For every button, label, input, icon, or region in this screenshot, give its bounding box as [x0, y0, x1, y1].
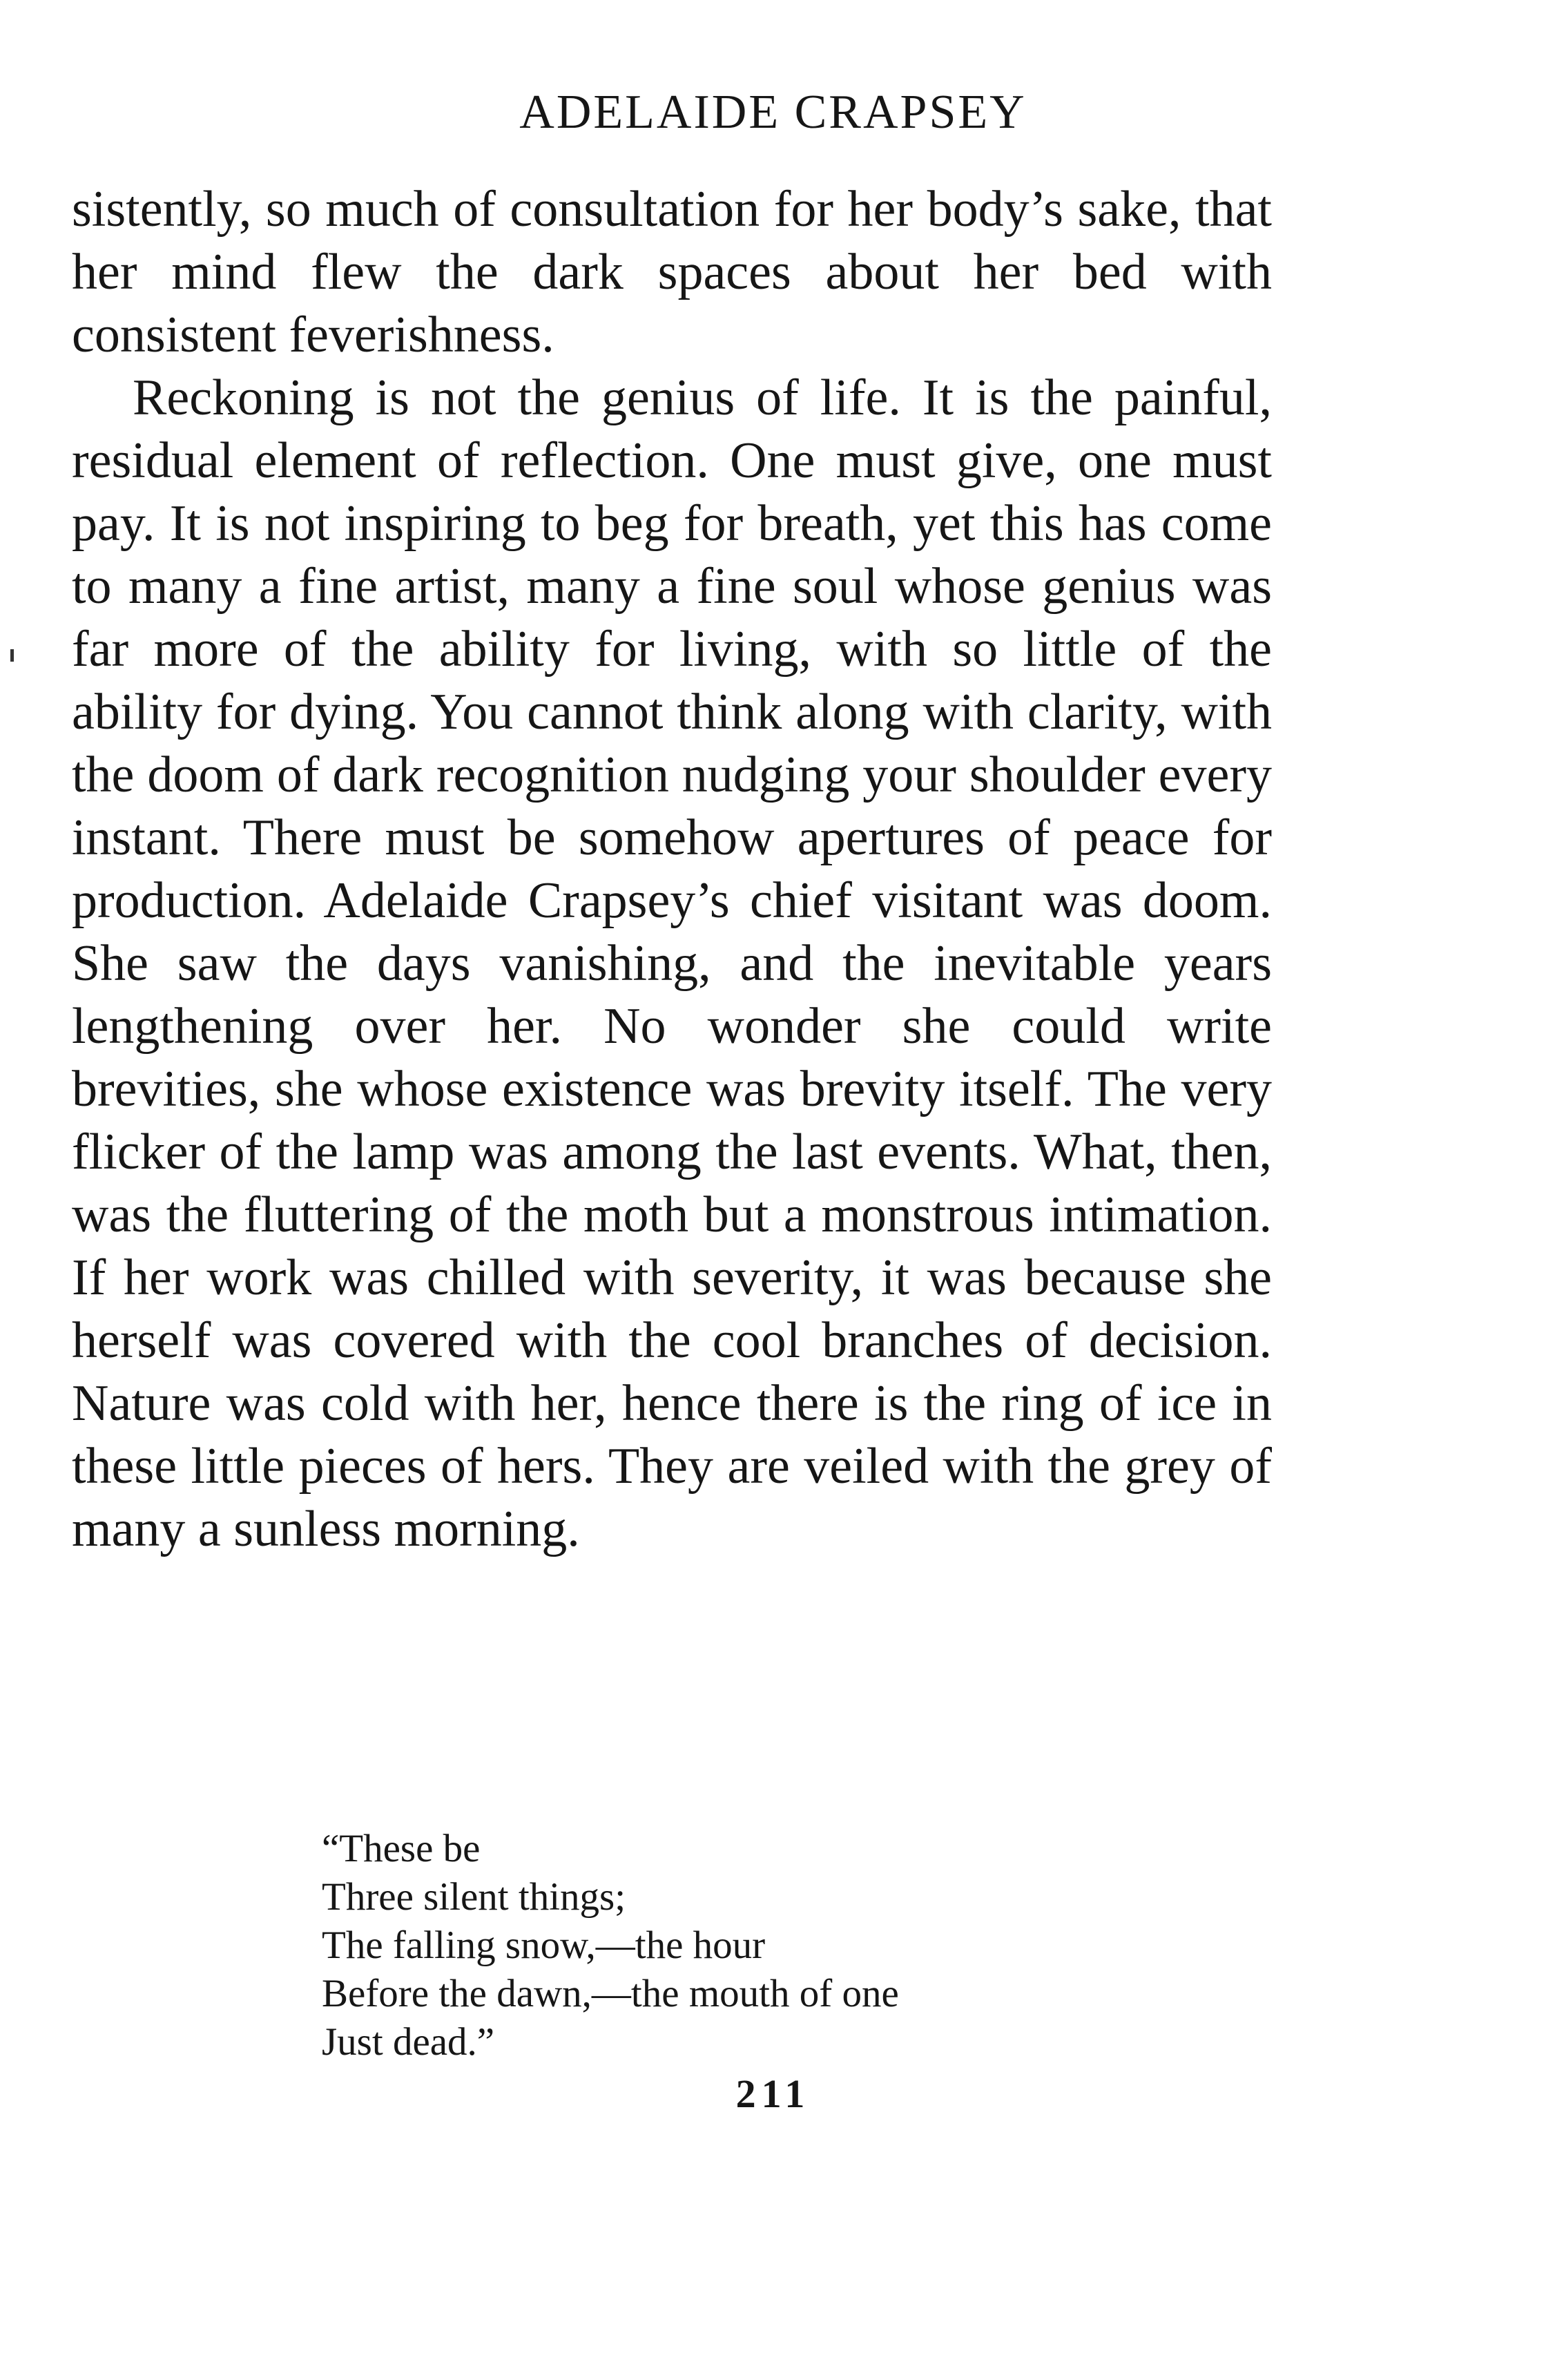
verse-line: “These be: [322, 1827, 481, 1870]
verse-line: The falling snow,—the hour: [322, 1923, 766, 1967]
verse-quotation: [322, 1825, 899, 2066]
verse-line: Before the dawn,—the mouth of one: [322, 1972, 899, 2015]
paragraph-continuation: sistently, so much of consultation for her body’s sake, that her mind flew the dark spaces about her bed with consistent feverishness.: [72, 181, 1272, 363]
running-title: ADELAIDE CRAPSEY: [519, 86, 1027, 139]
body-text: [72, 178, 1272, 1561]
verse-line: Three silent things;: [322, 1875, 626, 1919]
page-number: 211: [735, 2071, 811, 2116]
paragraph-reckoning: Reckoning is not the genius of life. It is the painful, residual element of reflection. One must give, one must pay. It is not inspiring to beg for breath, yet this has come to many a fine artist, many a fine soul whose genius was far more of the ability for living, with so little of the ability for dying. You cannot think along with clarity, with the doom of dark recognition nudging your shoulder every instant. There must be somehow apertures of peace for production. Adelaide Crapsey’s chief visitant was doom. She saw the days vanishing, and the inevitable years lengthening over her. No wonder she could write brevities, she whose existence was brevity itself. The very flicker of the lamp was among the last events. What, then, was the fluttering of the moth but a monstrous intimation. If her work was chilled with severity, it was because she herself was covered with the cool branches of decision. Nature was cold with her, hence there is the ring of ice in these little pieces of hers. They are veiled with the grey of many a sunless morning.: [72, 370, 1272, 1557]
verse-line: Just dead.”: [322, 2020, 495, 2064]
margin-mark: [10, 649, 14, 662]
